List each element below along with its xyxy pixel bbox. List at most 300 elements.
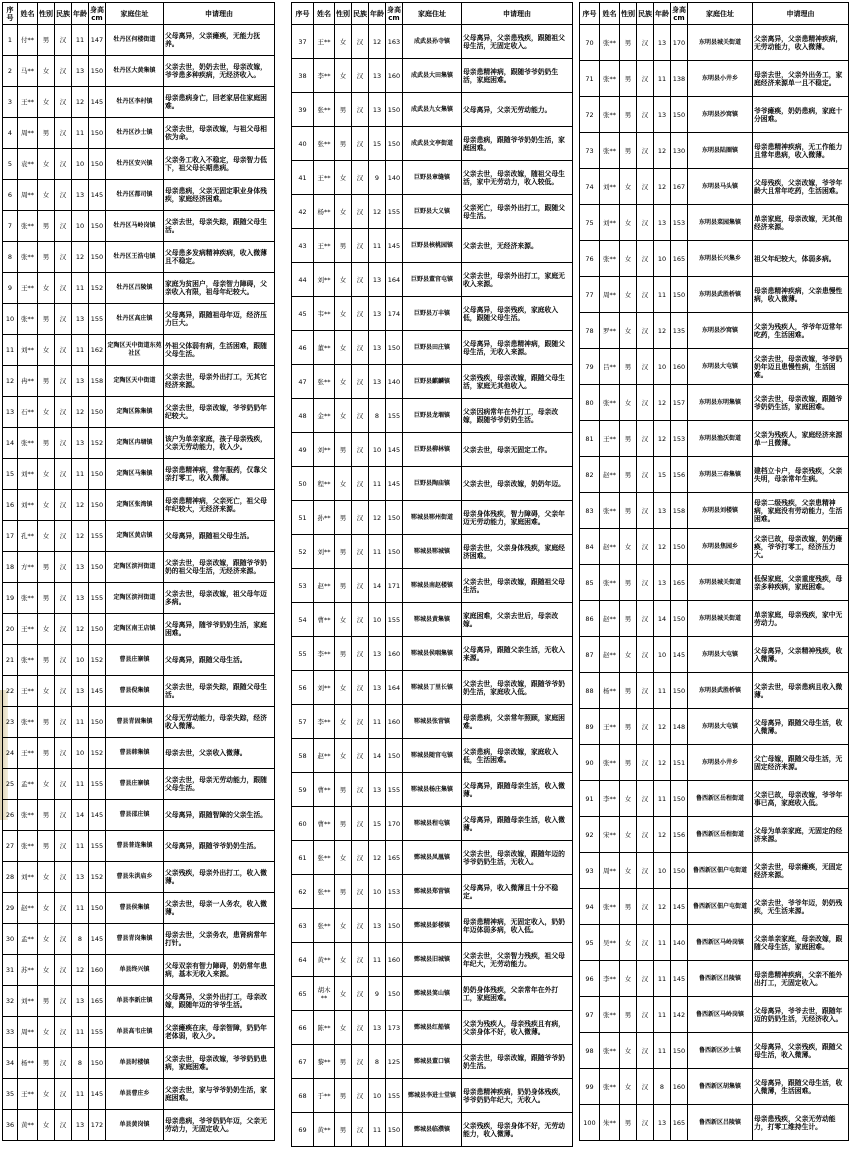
table-row — [3, 56, 275, 87]
cell-gender: 男 — [335, 229, 352, 263]
cell-index: 91 — [580, 781, 600, 817]
cell-address: 东明县东明集镇 — [688, 385, 753, 421]
cell-name: 王** — [18, 676, 38, 707]
cell-name: 王** — [600, 421, 620, 457]
table-row — [3, 707, 275, 738]
cell-age: 13 — [72, 366, 89, 397]
cell-ethnicity: 汉 — [352, 365, 369, 399]
cell-address: 郓城县丁里长镇 — [403, 671, 462, 705]
cell-address: 郓城县南赵楼镇 — [403, 569, 462, 603]
cell-ethnicity: 汉 — [637, 277, 654, 313]
cell-height: 155 — [89, 304, 106, 335]
cell-address: 定陶区天中街道 — [106, 366, 164, 397]
cell-age: 11 — [72, 273, 89, 304]
cell-name: 张** — [600, 565, 620, 601]
cell-name: 张** — [18, 707, 38, 738]
cell-gender: 男 — [38, 366, 55, 397]
table-row — [292, 569, 573, 603]
cell-ethnicity: 汉 — [55, 397, 72, 428]
cell-reason: 父亲去世，母亲改嫁，跟随爷爷奶奶生活，家庭收入低。 — [462, 671, 573, 705]
cell-gender: 女 — [38, 924, 55, 955]
cell-address: 成武县文亭街道 — [403, 127, 462, 161]
cell-height: 150 — [671, 601, 688, 637]
cell-index: 25 — [3, 769, 18, 800]
cell-height: 155 — [89, 769, 106, 800]
cell-index: 9 — [3, 273, 18, 304]
cell-name: 刘** — [314, 433, 335, 467]
cell-ethnicity: 汉 — [352, 535, 369, 569]
cell-gender: 女 — [620, 817, 637, 853]
cell-address: 定陶区马集镇 — [106, 459, 164, 490]
cell-reason: 爷爷瘫痪，奶奶患病，家庭十分困难。 — [753, 97, 849, 133]
cell-age: 12 — [72, 955, 89, 986]
cell-name: 杨** — [600, 673, 620, 709]
cell-index: 85 — [580, 565, 600, 601]
cell-reason: 父亲患病，母亲改嫁，家庭收入低，生活困难。 — [462, 739, 573, 773]
cell-index: 73 — [580, 133, 600, 169]
cell-age: 12 — [654, 133, 671, 169]
cell-address: 东明县马头镇 — [688, 169, 753, 205]
cell-address: 鄄城县郑营镇 — [403, 875, 462, 909]
table-row — [580, 25, 849, 61]
cell-age: 10 — [369, 875, 386, 909]
cell-height: 170 — [386, 807, 403, 841]
cell-ethnicity: 汉 — [637, 97, 654, 133]
cell-ethnicity: 汉 — [55, 955, 72, 986]
cell-ethnicity: 汉 — [352, 909, 369, 943]
cell-height: 150 — [89, 118, 106, 149]
cell-name: 张** — [314, 127, 335, 161]
cell-index: 31 — [3, 955, 18, 986]
cell-index: 34 — [3, 1048, 18, 1079]
cell-name: 赵** — [600, 601, 620, 637]
cell-gender: 女 — [335, 467, 352, 501]
cell-name: 罗** — [600, 313, 620, 349]
table-row — [292, 161, 573, 195]
cell-height: 157 — [671, 385, 688, 421]
cell-gender: 男 — [38, 738, 55, 769]
cell-index: 24 — [3, 738, 18, 769]
cell-ethnicity: 汉 — [55, 645, 72, 676]
cell-ethnicity: 汉 — [55, 924, 72, 955]
cell-name: 周** — [18, 118, 38, 149]
cell-gender: 男 — [38, 986, 55, 1017]
cell-reason: 父亲去世，母亲改嫁，跟随爷爷奶奶生活。 — [462, 1045, 573, 1079]
cell-ethnicity: 汉 — [55, 211, 72, 242]
cell-age: 13 — [72, 1110, 89, 1141]
cell-age: 14 — [369, 569, 386, 603]
cell-height: 163 — [386, 25, 403, 59]
cell-ethnicity: 汉 — [55, 490, 72, 521]
cell-index: 78 — [580, 313, 600, 349]
cell-index: 57 — [292, 705, 314, 739]
cell-height: 150 — [671, 673, 688, 709]
cell-reason: 单亲家庭，母亲残疾，家中无劳动力。 — [753, 601, 849, 637]
cell-age: 13 — [72, 180, 89, 211]
cell-index: 94 — [580, 889, 600, 925]
cell-index: 7 — [3, 211, 18, 242]
cell-reason: 父母离异，爷爷去世，跟随年迈的奶奶生活，无经济收入。 — [753, 997, 849, 1033]
cell-index: 84 — [580, 529, 600, 565]
cell-index: 60 — [292, 807, 314, 841]
cell-name: 孟** — [18, 769, 38, 800]
cell-reason: 父母离异，跟随父母生活，收入微薄。 — [753, 709, 849, 745]
table-row — [292, 773, 573, 807]
cell-gender: 女 — [38, 614, 55, 645]
cell-index: 33 — [3, 1017, 18, 1048]
cell-gender: 男 — [38, 800, 55, 831]
cell-age: 13 — [72, 676, 89, 707]
cell-index: 11 — [3, 335, 18, 366]
cell-ethnicity: 汉 — [55, 1110, 72, 1141]
cell-age: 13 — [369, 365, 386, 399]
cell-index: 41 — [292, 161, 314, 195]
cell-height: 150 — [671, 277, 688, 313]
cell-gender: 男 — [335, 773, 352, 807]
cell-reason: 母亲患精神疾病，父亲不能外出打工，无固定收入。 — [753, 961, 849, 997]
cell-name: 张** — [600, 97, 620, 133]
cell-reason: 父亡母嫁，跟随父母生活，无固定经济来源。 — [753, 745, 849, 781]
header-col-address: 家庭住址 — [688, 3, 753, 25]
cell-address: 鄄城县箕山镇 — [403, 977, 462, 1011]
cell-height: 158 — [671, 493, 688, 529]
cell-age: 11 — [72, 893, 89, 924]
cell-reason: 父母离异，母亲残疾，家庭收入低，跟随父母生活。 — [462, 297, 573, 331]
cell-gender: 男 — [38, 242, 55, 273]
cell-age: 10 — [72, 645, 89, 676]
table-row — [580, 1033, 849, 1069]
cell-ethnicity: 汉 — [637, 961, 654, 997]
cell-address: 曹县庄寨镇 — [106, 769, 164, 800]
cell-name: 吴** — [600, 925, 620, 961]
cell-height: 138 — [671, 61, 688, 97]
cell-name: 王** — [18, 1079, 38, 1110]
cell-index: 40 — [292, 127, 314, 161]
cell-index: 80 — [580, 385, 600, 421]
cell-gender: 女 — [335, 331, 352, 365]
cell-index: 54 — [292, 603, 314, 637]
cell-name: 张** — [314, 909, 335, 943]
table-row — [3, 676, 275, 707]
cell-address: 单县曹庄乡 — [106, 1079, 164, 1110]
cell-ethnicity: 汉 — [55, 1017, 72, 1048]
cell-height: 135 — [671, 313, 688, 349]
table-row — [292, 263, 573, 297]
cell-ethnicity: 汉 — [637, 25, 654, 61]
cell-gender: 男 — [620, 133, 637, 169]
cell-index: 16 — [3, 490, 18, 521]
table-row — [580, 205, 849, 241]
cell-index: 15 — [3, 459, 18, 490]
cell-height: 164 — [386, 263, 403, 297]
table-row — [580, 313, 849, 349]
cell-reason: 母亲患病身亡，回老家居住家庭困难。 — [164, 87, 275, 118]
cell-height: 150 — [386, 909, 403, 943]
table-row — [3, 180, 275, 211]
cell-index: 39 — [292, 93, 314, 127]
cell-height: 145 — [89, 924, 106, 955]
cell-ethnicity: 汉 — [55, 676, 72, 707]
table-row — [3, 25, 275, 56]
cell-reason: 父母离异，跟随母亲生活，收入微薄。 — [462, 773, 573, 807]
cell-name: 冉** — [18, 366, 38, 397]
cell-index: 63 — [292, 909, 314, 943]
cell-reason: 父亲去世，爷爷年迈，奶奶残疾，无生活来源。 — [753, 889, 849, 925]
table-header-row — [3, 3, 275, 25]
cell-ethnicity: 汉 — [637, 1069, 654, 1105]
cell-index: 5 — [3, 149, 18, 180]
header-col-address: 家庭住址 — [403, 3, 462, 25]
cell-index: 20 — [3, 614, 18, 645]
table-block-1 — [2, 2, 275, 1141]
cell-index: 98 — [580, 1033, 600, 1069]
applicant-table — [291, 2, 573, 1147]
cell-address: 东明县城关街道 — [688, 25, 753, 61]
cell-height: 160 — [671, 1069, 688, 1105]
cell-ethnicity: 汉 — [352, 331, 369, 365]
table-row — [292, 739, 573, 773]
cell-name: 刘** — [18, 335, 38, 366]
cell-reason: 父亲去世，母亲改嫁，爷爷奶奶年迈且患慢性病，生活困难。 — [753, 349, 849, 385]
cell-address: 定陶区冉堌镇 — [106, 428, 164, 459]
cell-height: 156 — [671, 817, 688, 853]
table-row — [580, 565, 849, 601]
cell-address: 单县时楼镇 — [106, 1048, 164, 1079]
cell-index: 38 — [292, 59, 314, 93]
cell-gender: 男 — [335, 807, 352, 841]
cell-name: 刘** — [600, 205, 620, 241]
cell-gender: 男 — [38, 707, 55, 738]
cell-height: 160 — [89, 955, 106, 986]
cell-reason: 父亲瘫痪在床，母亲智障，奶奶年老体弱，收入少。 — [164, 1017, 275, 1048]
header-col-height: 身高cm — [386, 3, 403, 25]
cell-gender: 男 — [335, 93, 352, 127]
cell-reason: 父亲去世，母亲改嫁，奶奶年迈。 — [462, 467, 573, 501]
cell-address: 鄄城县旧城镇 — [403, 943, 462, 977]
cell-age: 13 — [72, 56, 89, 87]
cell-gender: 男 — [335, 433, 352, 467]
cell-name: 黄** — [18, 1110, 38, 1141]
table-row — [3, 459, 275, 490]
cell-name: 张** — [600, 997, 620, 1033]
cell-index: 81 — [580, 421, 600, 457]
cell-index: 66 — [292, 1011, 314, 1045]
cell-name: 杨** — [18, 1048, 38, 1079]
cell-height: 155 — [89, 521, 106, 552]
cell-address: 单县黄岗镇 — [106, 1110, 164, 1141]
cell-age: 13 — [369, 297, 386, 331]
cell-address: 郓城县郓城镇 — [403, 535, 462, 569]
table-row — [3, 1079, 275, 1110]
cell-name: 黄** — [314, 943, 335, 977]
table-row — [292, 501, 573, 535]
cell-gender: 女 — [335, 603, 352, 637]
cell-address: 鄄城县李进士堂镇 — [403, 1079, 462, 1113]
cell-reason: 单亲家庭，母亲改嫁，无其他经济来源。 — [753, 205, 849, 241]
cell-age: 8 — [369, 399, 386, 433]
cell-gender: 女 — [335, 25, 352, 59]
cell-ethnicity: 汉 — [55, 87, 72, 118]
cell-name: 赵** — [314, 739, 335, 773]
cell-name: 王** — [18, 273, 38, 304]
cell-reason: 父亲去世，母亲改嫁，与祖父母相依为命。 — [164, 118, 275, 149]
cell-ethnicity: 汉 — [352, 467, 369, 501]
cell-index: 88 — [580, 673, 600, 709]
cell-name: 张** — [18, 304, 38, 335]
table-row — [292, 127, 573, 161]
cell-ethnicity: 汉 — [55, 180, 72, 211]
cell-ethnicity: 汉 — [637, 385, 654, 421]
cell-age: 8 — [369, 1045, 386, 1079]
cell-gender: 女 — [620, 313, 637, 349]
cell-name: 李** — [314, 637, 335, 671]
cell-age: 13 — [654, 97, 671, 133]
cell-age: 12 — [654, 889, 671, 925]
cell-ethnicity: 汉 — [637, 781, 654, 817]
cell-ethnicity: 汉 — [55, 893, 72, 924]
cell-gender: 女 — [335, 263, 352, 297]
cell-name: 黎** — [314, 1045, 335, 1079]
table-row — [292, 433, 573, 467]
cell-gender: 男 — [620, 601, 637, 637]
cell-ethnicity: 汉 — [352, 25, 369, 59]
cell-gender: 男 — [38, 831, 55, 862]
cell-gender: 男 — [38, 645, 55, 676]
table-row — [3, 893, 275, 924]
table-row — [580, 637, 849, 673]
cell-age: 12 — [72, 614, 89, 645]
cell-gender: 女 — [620, 529, 637, 565]
cell-address: 郓城县程屯镇 — [403, 807, 462, 841]
table-row — [3, 769, 275, 800]
cell-name: 方** — [18, 552, 38, 583]
cell-address: 牡丹区马岭岗镇 — [106, 211, 164, 242]
cell-reason: 父母离异，父亲残疾，跟随父母生活，收入微薄。 — [753, 1033, 849, 1069]
cell-index: 23 — [3, 707, 18, 738]
cell-height: 170 — [671, 25, 688, 61]
table-row — [580, 925, 849, 961]
cell-gender: 女 — [620, 277, 637, 313]
cell-height: 145 — [386, 467, 403, 501]
header-col-ethnicity: 民族 — [637, 3, 654, 25]
cell-ethnicity: 汉 — [637, 925, 654, 961]
table-row — [3, 738, 275, 769]
cell-ethnicity: 汉 — [637, 853, 654, 889]
cell-index: 8 — [3, 242, 18, 273]
cell-reason: 家庭为贫困户，母亲智力障碍，父亲收入有限，祖母年纪较大。 — [164, 273, 275, 304]
cell-index: 97 — [580, 997, 600, 1033]
cell-name: 于** — [314, 1079, 335, 1113]
cell-index: 10 — [3, 304, 18, 335]
cell-gender: 女 — [335, 739, 352, 773]
cell-ethnicity: 汉 — [352, 841, 369, 875]
cell-index: 1 — [3, 25, 18, 56]
table-row — [292, 603, 573, 637]
cell-gender: 男 — [38, 428, 55, 459]
cell-ethnicity: 汉 — [55, 56, 72, 87]
cell-address: 鄄城县彭楼镇 — [403, 909, 462, 943]
cell-index: 77 — [580, 277, 600, 313]
cell-height: 152 — [89, 862, 106, 893]
cell-age: 11 — [654, 1033, 671, 1069]
cell-reason: 父母离异，父亲精神残疾，收入微薄。 — [753, 637, 849, 673]
cell-height: 155 — [386, 773, 403, 807]
table-block-2 — [291, 2, 573, 1147]
cell-gender: 男 — [335, 1113, 352, 1147]
cell-name: 赵** — [600, 637, 620, 673]
cell-index: 71 — [580, 61, 600, 97]
cell-gender: 男 — [38, 118, 55, 149]
cell-height: 155 — [89, 583, 106, 614]
cell-age: 13 — [369, 1011, 386, 1045]
cell-address: 牡丹区都司镇 — [106, 180, 164, 211]
cell-name: 宋** — [600, 817, 620, 853]
cell-index: 19 — [3, 583, 18, 614]
cell-address: 鲁西新区佃户屯街道 — [688, 889, 753, 925]
cell-age: 13 — [654, 205, 671, 241]
cell-index: 48 — [292, 399, 314, 433]
cell-address: 鄄城县董口镇 — [403, 1045, 462, 1079]
cell-age: 11 — [369, 1113, 386, 1147]
header-col-reason: 申请理由 — [164, 3, 275, 25]
cell-height: 152 — [89, 428, 106, 459]
cell-ethnicity: 汉 — [352, 399, 369, 433]
cell-address: 东明县菜园集镇 — [688, 205, 753, 241]
cell-gender: 女 — [620, 637, 637, 673]
cell-height: 155 — [386, 1079, 403, 1113]
cell-reason: 建档立卡户，母亲残疾，父亲失明，母亲常年生病。 — [753, 457, 849, 493]
cell-index: 12 — [3, 366, 18, 397]
cell-age: 12 — [72, 490, 89, 521]
table-row — [3, 118, 275, 149]
cell-height: 150 — [386, 535, 403, 569]
table-row — [580, 889, 849, 925]
cell-gender: 女 — [335, 671, 352, 705]
cell-gender: 男 — [620, 673, 637, 709]
cell-name: 李** — [314, 59, 335, 93]
cell-height: 140 — [386, 365, 403, 399]
cell-gender: 女 — [38, 273, 55, 304]
cell-height: 150 — [89, 552, 106, 583]
cell-ethnicity: 汉 — [637, 637, 654, 673]
cell-height: 145 — [89, 180, 106, 211]
cell-height: 160 — [386, 705, 403, 739]
cell-name: 韦** — [314, 297, 335, 331]
cell-age: 11 — [654, 277, 671, 313]
cell-age: 13 — [369, 637, 386, 671]
cell-ethnicity: 汉 — [55, 614, 72, 645]
header-col-name: 姓名 — [18, 3, 38, 25]
cell-age: 13 — [72, 986, 89, 1017]
table-row — [580, 385, 849, 421]
cell-address: 鲁西新区佃户屯街道 — [688, 853, 753, 889]
cell-ethnicity: 汉 — [352, 569, 369, 603]
cell-index: 30 — [3, 924, 18, 955]
cell-age: 15 — [654, 457, 671, 493]
cell-index: 65 — [292, 977, 314, 1011]
cell-name: 王** — [18, 87, 38, 118]
cell-address: 鄄城县临濮镇 — [403, 1113, 462, 1147]
cell-height: 145 — [89, 87, 106, 118]
cell-ethnicity: 汉 — [352, 433, 369, 467]
cell-address: 巨野县柳林镇 — [403, 433, 462, 467]
cell-ethnicity: 汉 — [55, 583, 72, 614]
table-row — [580, 529, 849, 565]
cell-name: 张** — [314, 365, 335, 399]
table-row — [3, 800, 275, 831]
cell-gender: 男 — [620, 889, 637, 925]
cell-reason: 父母离异，跟随母亲生活，收入微薄。 — [462, 807, 573, 841]
